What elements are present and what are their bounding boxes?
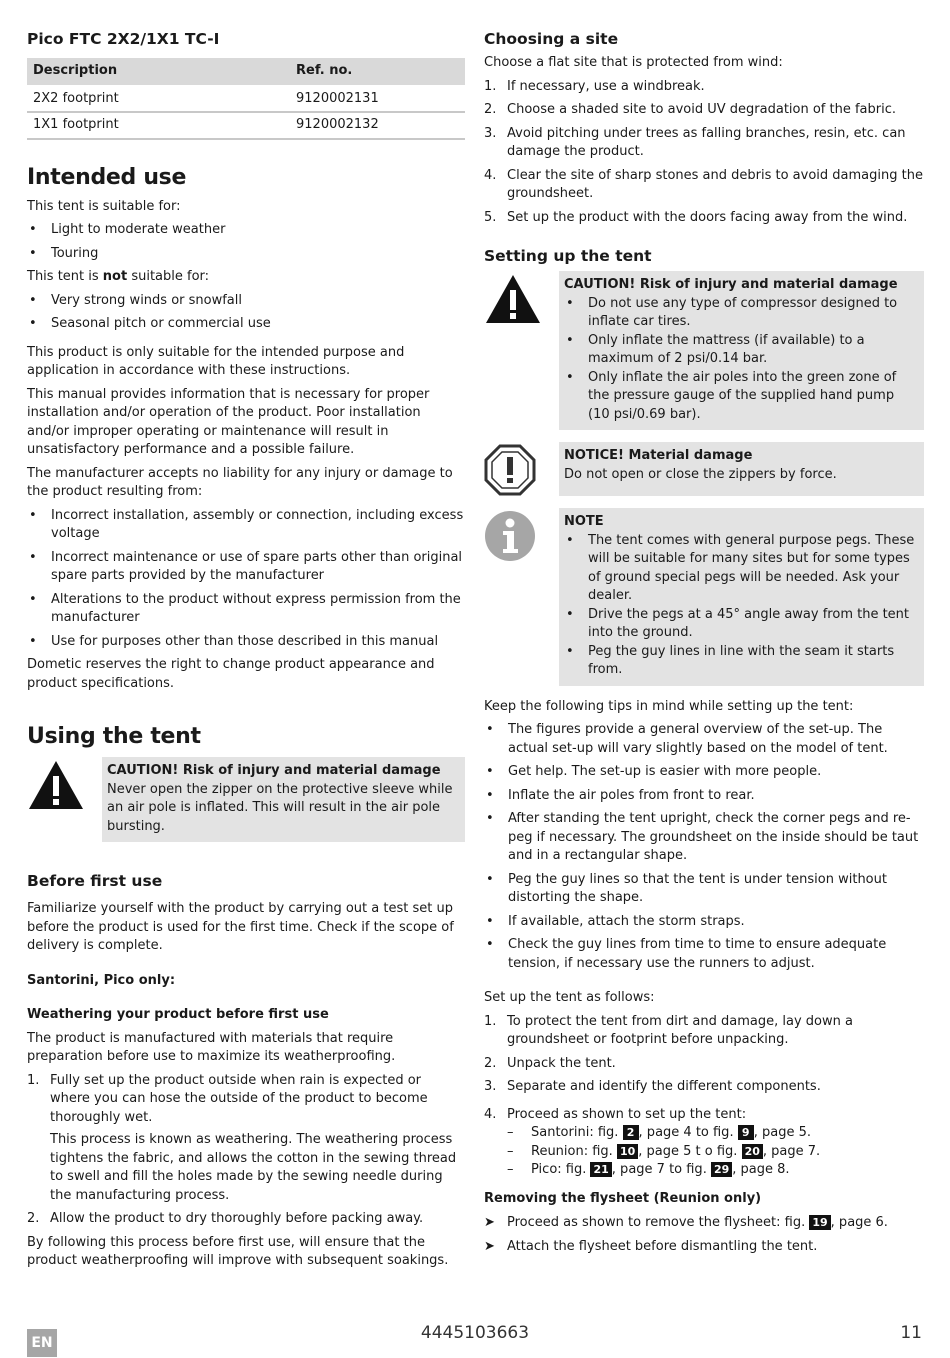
list-item: • Alterations to the product without express permission from the manufacturer <box>27 591 465 628</box>
language-badge: EN <box>27 1329 57 1357</box>
table-header-ref: Ref. no. <box>290 58 465 86</box>
list-item: • Peg the guy lines in line with the seam it starts from. <box>564 643 918 680</box>
figure-reference: – Reunion: fig. 10 , page 5 t o fig. 20 , page 7. <box>507 1143 924 1162</box>
figure-badge: 10 <box>617 1144 638 1159</box>
before-first-use-heading: Before first use <box>27 872 163 890</box>
figure-badge: 21 <box>590 1162 611 1177</box>
choosing-site-heading: Choosing a site <box>484 30 619 48</box>
list-item: • Seasonal pitch or commercial use <box>27 315 465 334</box>
figure-badge: 19 <box>809 1215 830 1230</box>
using-tent-heading: Using the tent <box>27 724 201 749</box>
table-cell: 9120002131 <box>290 86 465 113</box>
choosing-site-intro: Choose a flat site that is protected from wind: <box>484 55 783 70</box>
intended-use-heading: Intended use <box>27 164 187 190</box>
caution-list <box>564 295 918 425</box>
list-item: • Light to moderate weather <box>27 221 465 240</box>
santorini-pico-label: Santorini, Pico only: <box>27 972 176 988</box>
weathering-closing: By following this process before first use, will ensure that the product weatherproofing will improve with subsequent soakings. <box>27 1234 449 1268</box>
caution-text: Never open the zipper on the protective sleeve while an air pole is inflated. This will result in the air pole bursting. <box>107 781 453 834</box>
manual-info-paragraph: This manual provides information that is necessary for proper installation and/or operation of the product. Poor installation and/or improper operating or maintenance will result in unsatisfactory performance and a possible failure. <box>27 386 430 457</box>
list-item: • Check the guy lines from time to time to ensure adequate tension, if necessary use the runners to adjust. <box>484 936 924 973</box>
liability-intro: The manufacturer accepts no liability for any injury or damage to the product resulting from: <box>27 465 453 499</box>
setting-up-heading: Setting up the tent <box>484 247 652 265</box>
figure-badge: 20 <box>742 1144 763 1159</box>
flysheet-list <box>484 1214 924 1257</box>
suitable-intro: This tent is suitable for: <box>27 198 181 214</box>
notice-octagon-icon <box>484 442 559 496</box>
right-column <box>484 28 924 1263</box>
table-row <box>27 112 465 139</box>
list-item: • Incorrect maintenance or use of spare parts other than original spare parts provided by the manufacturer <box>27 549 465 586</box>
reference-table <box>27 58 465 140</box>
site-steps <box>484 78 924 228</box>
weathering-explanation: This process is known as weathering. The weathering process tightens the fabric, and allows the cotton in the sewing thread to swell and fill the holes made by the sewing needle during the manufacturing process. <box>50 1132 457 1203</box>
caution-title: CAUTION! Risk of injury and material damage <box>107 763 441 778</box>
not-suitable-intro: This tent is not suitable for: <box>27 269 210 284</box>
page-number: 11 <box>900 1323 922 1343</box>
before-first-use-paragraph: Familiarize yourself with the product by carrying out a test set up before the product is used for the first time. Check if the scope of delivery is complete. <box>27 901 454 953</box>
notice-box <box>559 442 924 496</box>
list-item: 3. Avoid pitching under trees as falling branches, resin, etc. can damage the product. <box>484 125 906 159</box>
figure-badge: 9 <box>738 1125 754 1140</box>
table-cell: 9120002132 <box>290 112 465 139</box>
list-item: 2. Allow the product to dry thoroughly before packing away. <box>27 1211 424 1226</box>
tips-list <box>484 721 924 973</box>
list-item: ➤ Attach the flysheet before dismantling the tent. <box>484 1238 924 1257</box>
list-item: ➤ Proceed as shown to remove the flysheet: fig. 19 , page 6. <box>484 1214 924 1233</box>
list-item: • Get help. The set-up is easier with more people. <box>484 763 924 782</box>
figure-reference: – Pico: fig. 21 , page 7 to fig. 29 , page 8. <box>507 1161 924 1180</box>
list-item: • Use for purposes other than those described in this manual <box>27 633 465 652</box>
weathering-steps <box>27 1072 465 1229</box>
caution-box <box>559 271 924 430</box>
list-item: • Drive the pegs at a 45° angle away from the tent into the ground. <box>564 606 918 643</box>
list-item: • Very strong winds or snowfall <box>27 292 465 311</box>
tips-intro: Keep the following tips in mind while setting up the tent: <box>484 698 854 714</box>
list-item: • Only inflate the air poles into the green zone of the pressure gauge of the supplied hand pump (10 psi/0.69 bar). <box>564 369 918 425</box>
model-title: Pico FTC 2X2/1X1 TC-I <box>27 30 220 48</box>
document-number: 4445103663 <box>420 1323 530 1343</box>
weathering-heading: Weathering your product before first use <box>27 1006 329 1022</box>
list-item: 4. Proceed as shown to set up the tent: – Santorini: fig. 2 , page 4 to fig. 9 , page 5. – Reunion: fig. 10 , page 5 t o fig. 20 , page 7. – Pico: fig. 21 , page 7 to fig. 29 , page 8. <box>484 1106 924 1180</box>
note-box <box>559 508 924 686</box>
notice-title: NOTICE! Material damage <box>564 448 753 463</box>
suitable-list <box>27 221 465 263</box>
weathering-paragraph: The product is manufactured with materials that require preparation before use to maximize its weatherproofing. <box>27 1030 396 1064</box>
list-item: 2. Choose a shaded site to avoid UV degradation of the fabric. <box>484 102 897 117</box>
left-column <box>27 28 465 1276</box>
note-title: NOTE <box>564 514 604 529</box>
warning-triangle-icon <box>484 271 559 430</box>
list-item: • If available, attach the storm straps. <box>484 913 924 932</box>
list-item: 2. Unpack the tent. <box>484 1055 616 1071</box>
list-item: 3. Separate and identify the different components. <box>484 1079 821 1094</box>
list-item: 1. If necessary, use a windbreak. <box>484 78 705 94</box>
warning-triangle-icon <box>27 757 102 842</box>
figure-badge: 29 <box>711 1162 732 1177</box>
note-callout <box>484 508 924 686</box>
list-item: 1. To protect the tent from dirt and damage, lay down a groundsheet or footprint before unpacking. <box>484 1013 853 1047</box>
list-item: • Incorrect installation, assembly or connection, including excess voltage <box>27 507 465 544</box>
list-item: • Peg the guy lines so that the tent is under tension without distorting the shape. <box>484 871 924 908</box>
intended-purpose-paragraph: This product is only suitable for the intended purpose and application in accordance with these instructions. <box>27 344 405 378</box>
list-item: 4. Clear the site of sharp stones and debris to avoid damaging the groundsheet. <box>484 167 923 201</box>
list-item: 5. Set up the product with the doors facing away from the wind. <box>484 209 908 225</box>
list-item: • Touring <box>27 245 465 264</box>
list-item: • Only inflate the mattress (if available) to a maximum of 2 psi/0.14 bar. <box>564 332 918 369</box>
setup-caution-callout <box>484 271 924 430</box>
table-row <box>27 86 465 113</box>
setup-steps-intro: Set up the tent as follows: <box>484 990 655 1005</box>
table-cell: 1X1 footprint <box>27 112 290 139</box>
figure-reference: – Santorini: fig. 2 , page 4 to fig. 9 , page 5. <box>507 1124 924 1143</box>
list-item: • Do not use any type of compressor designed to inflate car tires. <box>564 295 918 332</box>
info-icon <box>484 508 559 686</box>
list-item: 1. Fully set up the product outside when rain is expected or where you can hose the outside of the product to become thoroughly wet. This process is known as weathering. The weathering process tightens the fabric, and allows the cotton in the sewing thread to swell and fill the holes made by the sewing needle during the manufacturing process. <box>27 1072 465 1206</box>
figure-badge: 2 <box>623 1125 639 1140</box>
caution-callout <box>27 757 465 842</box>
list-item: • After standing the tent upright, check the corner pegs and re-peg if necessary. The groundsheet on the inside should be taut and in a rectangular shape. <box>484 810 924 866</box>
list-item: • Inflate the air poles from front to rear. <box>484 787 924 806</box>
note-list <box>564 532 918 680</box>
not-suitable-list <box>27 292 465 334</box>
list-item: • The tent comes with general purpose pegs. These will be suitable for many sites but for some types of ground special pegs will be needed. Ask your dealer. <box>564 532 918 606</box>
caution-box <box>102 757 465 842</box>
list-item: • The figures provide a general overview of the set-up. The actual set-up will vary slightly based on the model of tent. <box>484 721 924 758</box>
table-cell: 2X2 footprint <box>27 86 290 113</box>
setup-steps <box>484 1013 924 1180</box>
table-header-description: Description <box>27 58 290 86</box>
table-header-row <box>27 58 465 86</box>
flysheet-heading: Removing the flysheet (Reunion only) <box>484 1190 762 1206</box>
notice-text: Do not open or close the zippers by force. <box>564 466 837 482</box>
caution-title: CAUTION! Risk of injury and material damage <box>564 277 898 292</box>
liability-list <box>27 507 465 652</box>
dometic-rights-paragraph: Dometic reserves the right to change product appearance and product specifications. <box>27 657 435 691</box>
notice-callout <box>484 442 924 496</box>
